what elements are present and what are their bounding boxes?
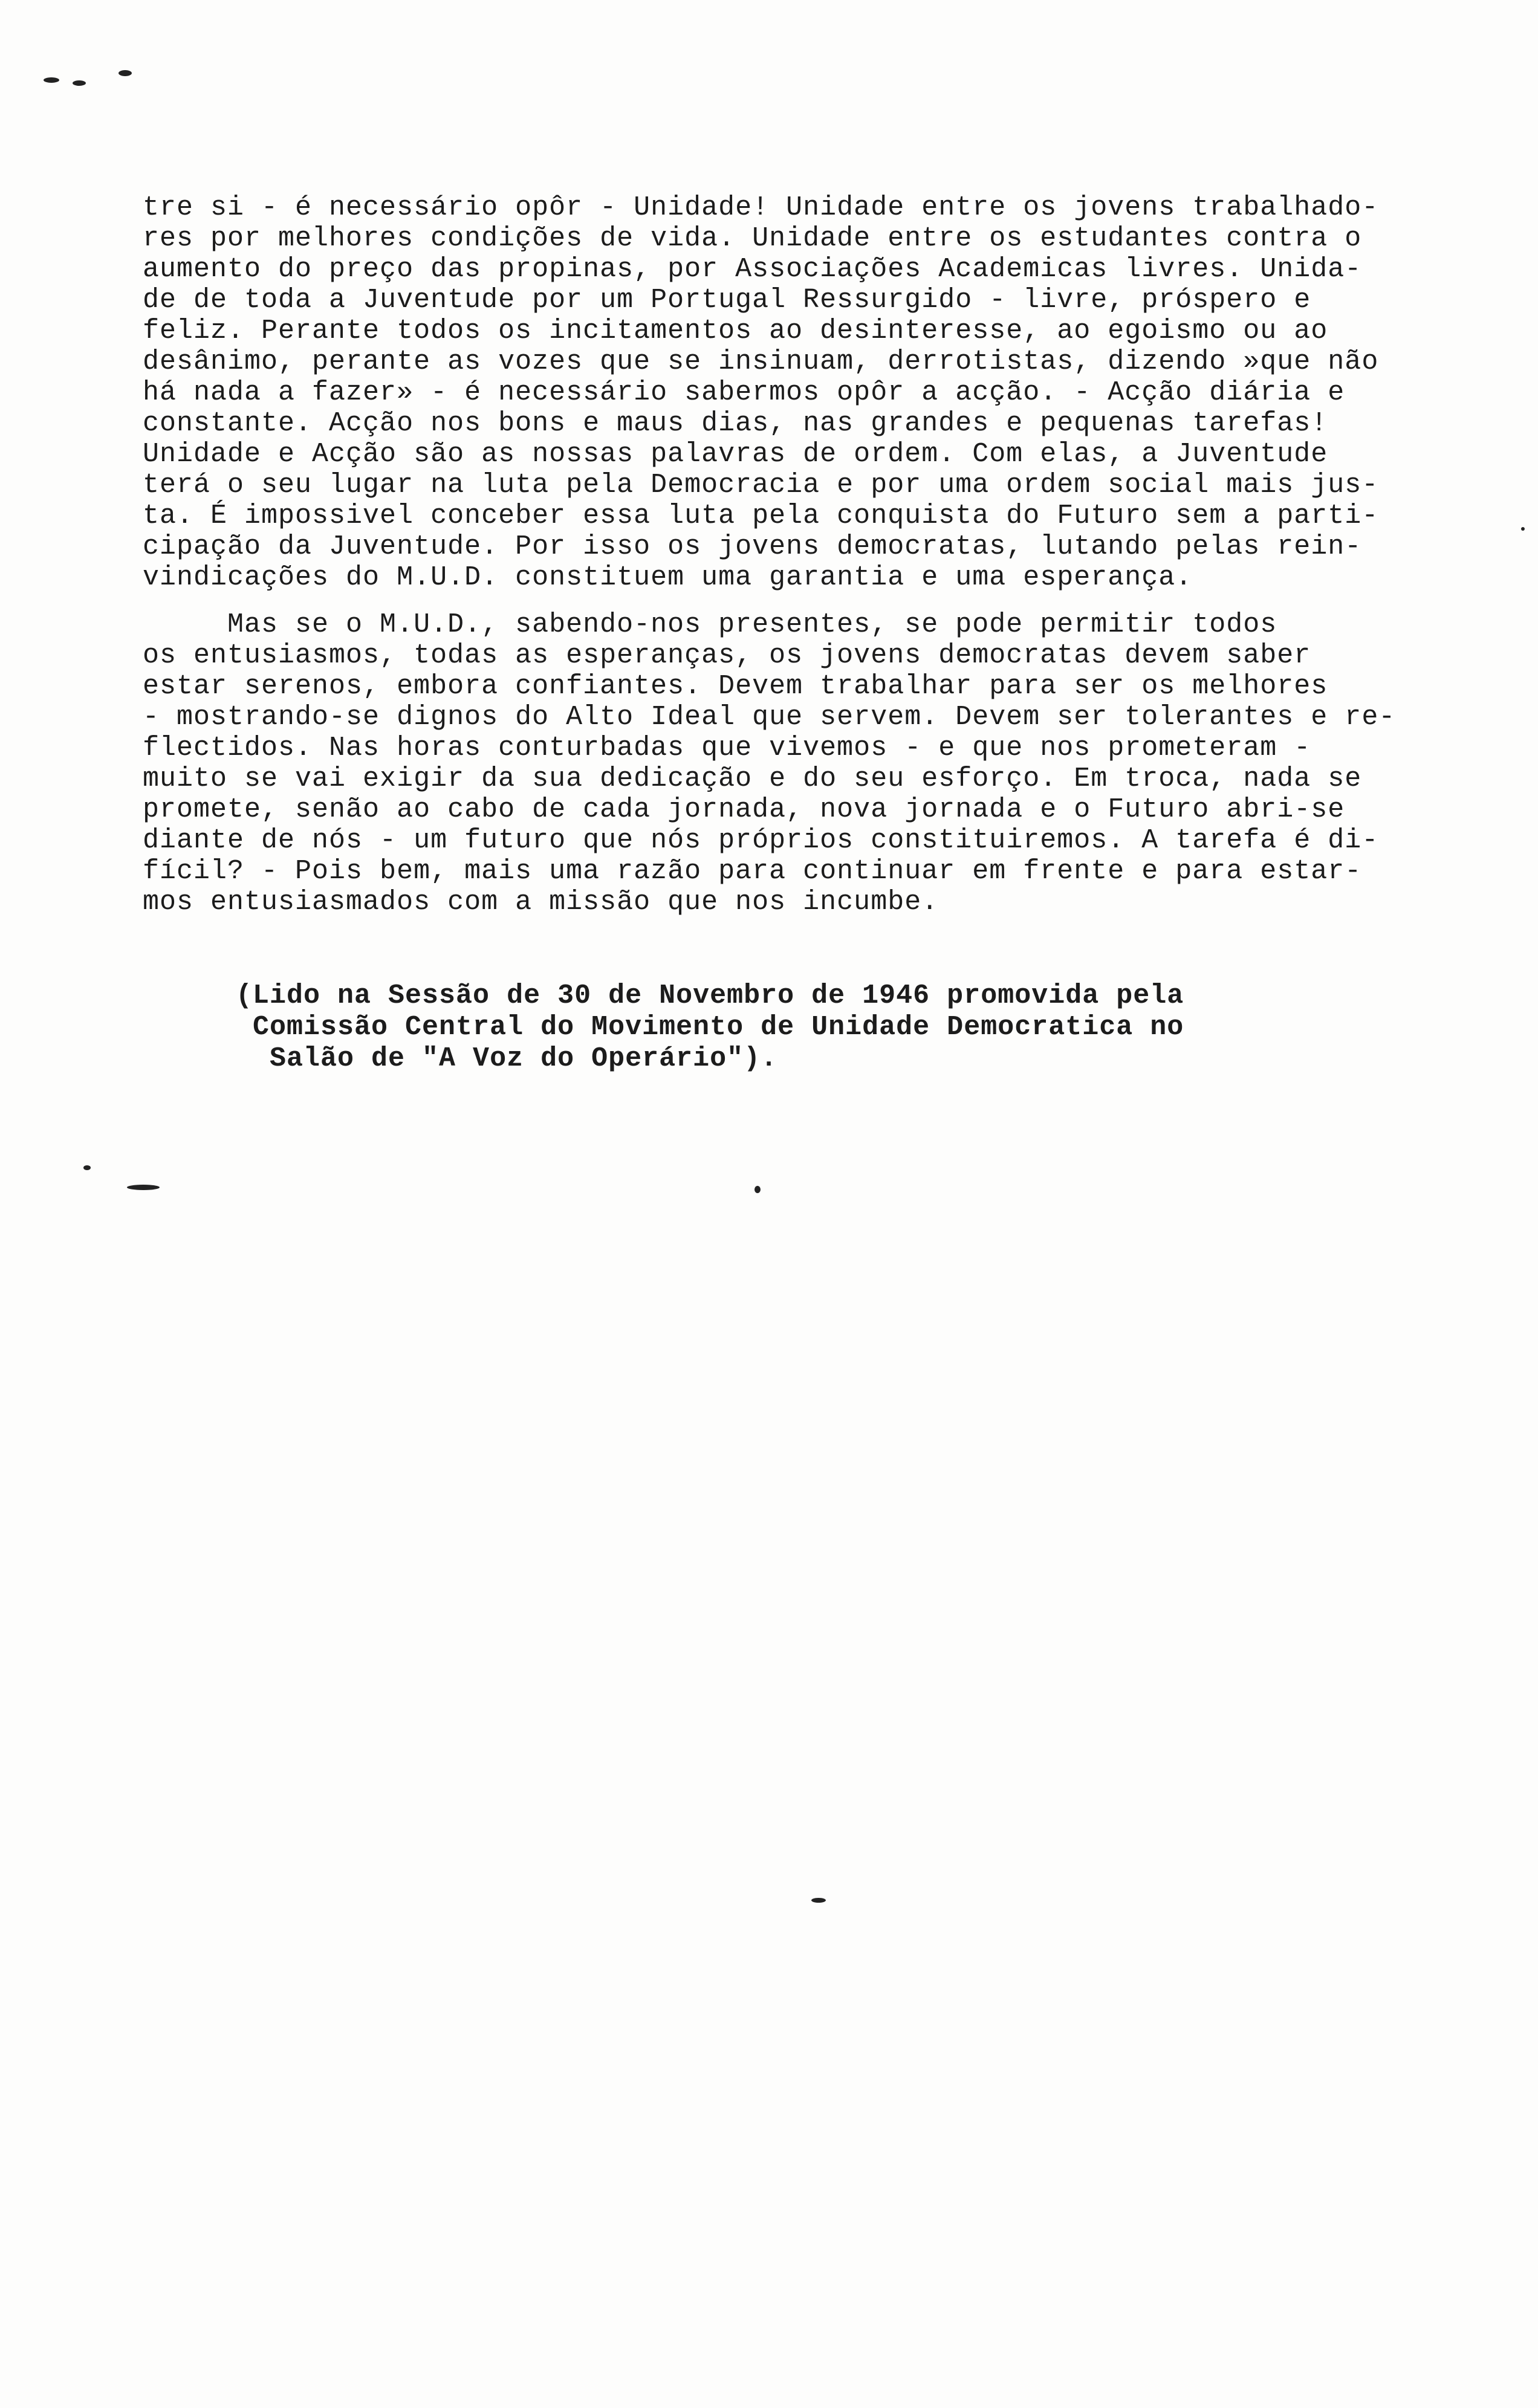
text-line: mos entusiasmados com a missão que nos incumbe. — [143, 887, 939, 918]
text-line: desânimo, perante as vozes que se insinuam, derrotistas, dizendo »que não — [143, 346, 1379, 377]
scan-speck — [118, 70, 132, 76]
text-line: tre si - é necessário opôr - Unidade! Unidade entre os jovens trabalhado- — [143, 192, 1379, 223]
text-line: estar serenos, embora confiantes. Devem trabalhar para ser os melhores — [143, 671, 1328, 702]
paragraph-1 — [143, 192, 1473, 593]
text-line: terá o seu lugar na luta pela Democracia e por uma ordem social mais jus- — [143, 470, 1379, 500]
text-line: promete, senão ao cabo de cada jornada, nova jornada e o Futuro abri-se — [143, 794, 1345, 825]
text-line: fícil? - Pois bem, mais uma razão para continuar em frente e para estar- — [143, 856, 1362, 887]
text-line: muito se vai exigir da sua dedicação e do seu esforço. Em troca, nada se — [143, 763, 1362, 794]
caption-line: Comissão Central do Movimento de Unidade Democratica no — [236, 1012, 1184, 1043]
text-line: feliz. Perante todos os incitamentos ao desinteresse, ao egoismo ou ao — [143, 316, 1328, 346]
scan-speck — [1521, 527, 1525, 531]
text-line: Unidade e Acção são as nossas palavras de ordem. Com elas, a Juventude — [143, 439, 1328, 470]
scan-speck — [44, 77, 59, 83]
text-line: há nada a fazer» - é necessário sabermos opôr a acção. - Acção diária e — [143, 377, 1345, 408]
text-line: cipação da Juventude. Por isso os jovens democratas, lutando pelas rein- — [143, 531, 1362, 562]
text-line: os entusiasmos, todas as esperanças, os jovens democratas devem saber — [143, 640, 1311, 671]
text-line: constante. Acção nos bons e maus dias, nas grandes e pequenas tarefas! — [143, 408, 1328, 439]
scan-speck — [127, 1185, 160, 1190]
text-line: Mas se o M.U.D., sabendo-nos presentes, se pode permitir todos — [143, 609, 1277, 640]
text-line: res por melhores condições de vida. Unidade entre os estudantes contra o — [143, 223, 1362, 254]
text-line: diante de nós - um futuro que nós próprios constituiremos. A tarefa é di- — [143, 825, 1379, 856]
text-line: flectidos. Nas horas conturbadas que vivemos - e que nos prometeram - — [143, 733, 1311, 763]
text-line: aumento do preço das propinas, por Associações Academicas livres. Unida- — [143, 254, 1362, 285]
scan-speck — [73, 80, 86, 86]
text-line: de de toda a Juventude por um Portugal Ressurgido - livre, próspero e — [143, 285, 1311, 316]
scan-speck — [811, 1898, 826, 1903]
text-line: vindicações do M.U.D. constituem uma garantia e uma esperança. — [143, 562, 1193, 593]
reading-note-caption — [236, 980, 1324, 1075]
text-line: ta. É impossivel conceber essa luta pela conquista do Futuro sem a parti- — [143, 500, 1379, 531]
scan-speck — [754, 1186, 761, 1193]
paragraph-gap — [143, 593, 1473, 609]
scan-speck — [83, 1165, 91, 1170]
text-line: - mostrando-se dignos do Alto Ideal que servem. Devem ser tolerantes e re- — [143, 702, 1396, 733]
caption-line: (Lido na Sessão de 30 de Novembro de 1946 promovida pela — [236, 980, 1184, 1011]
paragraph-2 — [143, 609, 1473, 918]
letter-body — [143, 192, 1473, 918]
caption-line: Salão de "A Voz do Operário"). — [236, 1043, 778, 1074]
